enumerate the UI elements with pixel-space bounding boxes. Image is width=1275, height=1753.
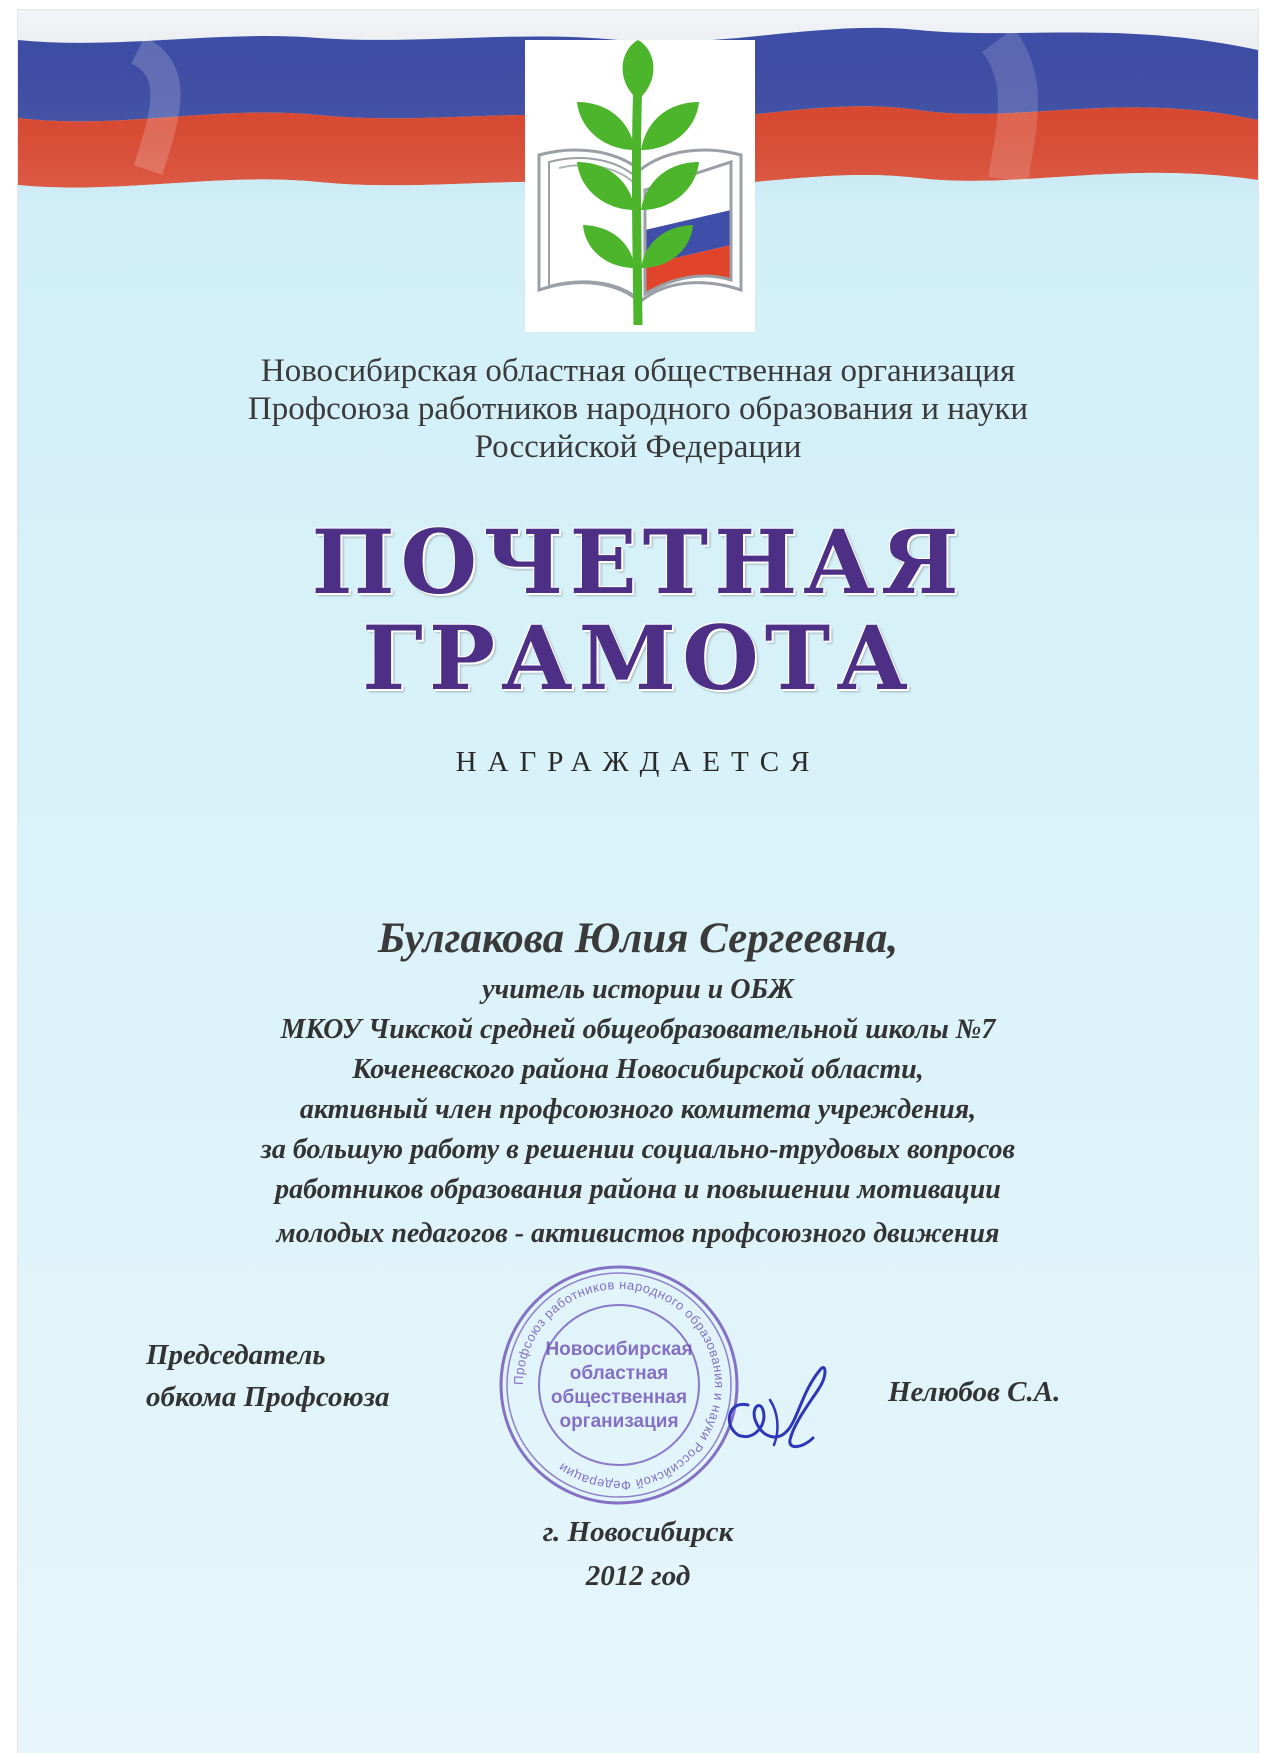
organization-line-2: Профсоюза работников народного образования и науки (247, 391, 1029, 427)
place-text: г. Новосибирск (542, 1516, 734, 1548)
citation-line: МКОУ Чикской средней общеобразовательной школы №7 (280, 1014, 996, 1045)
citation-line: Коченевского района Новосибирской области, (352, 1054, 924, 1085)
handwritten-signature (708, 1330, 838, 1460)
svg-text:Профсоюз работников народного (511, 1277, 727, 1493)
stamp-center-line: общественная (550, 1387, 688, 1408)
chairman-title (146, 1334, 390, 1418)
citation-text (18, 974, 1258, 1258)
signer-name: Нелюбов С.А. (888, 1376, 1061, 1408)
organization-line-3: Российской Федерации (474, 429, 802, 465)
certificate-sheet (18, 10, 1258, 1753)
certificate-title-line-1: ПОЧЕТНАЯ (311, 510, 965, 614)
awarded-label: НАГРАЖДАЕТСЯ (455, 746, 821, 778)
organization-name (18, 352, 1258, 466)
stamp-ring-text: Профсоюз работников народного образования и науки Российской Федерации (510, 1276, 728, 1494)
trade-union-emblem (525, 40, 755, 332)
stamp-center-line: Новосибирская (545, 1339, 693, 1360)
stamp-center-line: областная (569, 1363, 669, 1384)
citation-line: молодых педагогов - активистов профсоюзного движения (276, 1218, 1000, 1249)
citation-line: работников образования района и повышении мотивации (275, 1174, 1001, 1205)
citation-line: за большую работу в решении социально-трудовых вопросов (260, 1134, 1016, 1165)
recipient-name: Булгакова Юлия Сергеевна, (377, 915, 899, 962)
place-and-year (18, 1510, 1258, 1598)
certificate-title-line-2: ГРАМОТА (362, 606, 914, 710)
citation-line: активный член профсоюзного комитета учреждения, (299, 1094, 977, 1125)
stamp-center-line: организация (559, 1411, 679, 1432)
citation-line: учитель истории и ОБЖ (482, 974, 794, 1005)
chairman-title-line-2: обкома Профсоюза (146, 1381, 390, 1413)
organization-line-1: Новосибирская областная общественная организация (260, 353, 1016, 389)
official-stamp (494, 1260, 744, 1510)
year-text: 2012 год (585, 1560, 691, 1592)
chairman-title-line-1: Председатель (146, 1339, 326, 1371)
